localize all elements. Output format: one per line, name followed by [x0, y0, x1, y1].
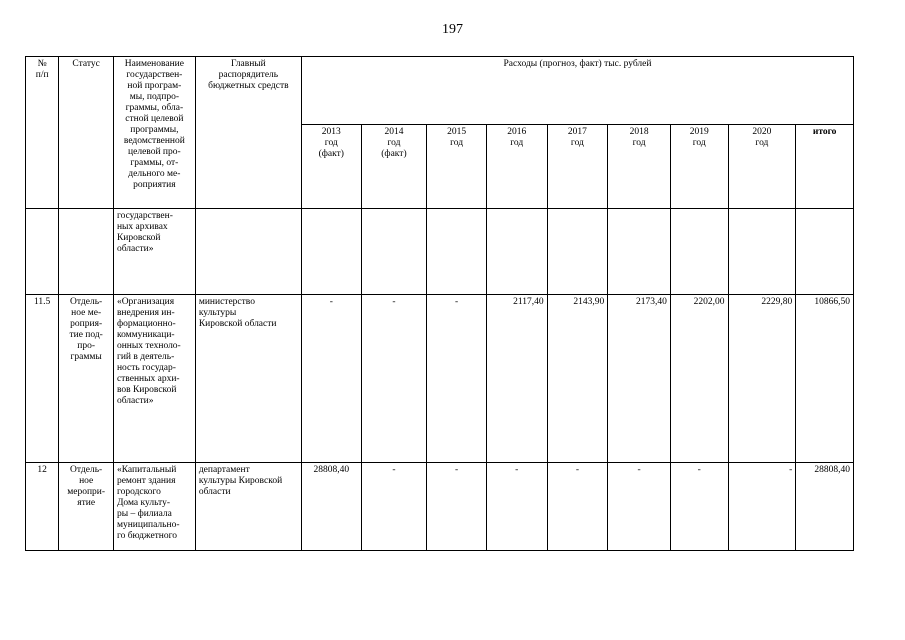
- row-value-2019: -: [670, 463, 728, 551]
- row-value-2020: -: [728, 463, 796, 551]
- header-year-2017: 2017 год: [547, 125, 608, 209]
- row-value-2016: 2117,40: [486, 295, 547, 463]
- row-administrator: департамент культуры Кировской области: [195, 463, 301, 551]
- row-value-total: [796, 209, 854, 295]
- row-administrator: [195, 209, 301, 295]
- row-value-2014: -: [361, 295, 427, 463]
- header-administrator: Главный распорядитель бюджетных средств: [195, 57, 301, 209]
- budget-table: [25, 56, 854, 551]
- row-name: государствен- ных архивах Кировской области»: [113, 209, 195, 295]
- table-row: [26, 463, 854, 551]
- row-value-2019: [670, 209, 728, 295]
- row-value-2015: -: [427, 463, 487, 551]
- row-value-2015: -: [427, 295, 487, 463]
- row-value-2017: [547, 209, 608, 295]
- row-value-2020: 2229,80: [728, 295, 796, 463]
- row-value-2017: -: [547, 463, 608, 551]
- header-year-2019: 2019 год: [670, 125, 728, 209]
- header-num: № п/п: [26, 57, 59, 209]
- page-number: 197: [442, 22, 463, 37]
- row-num: [26, 209, 59, 295]
- row-value-2020: [728, 209, 796, 295]
- row-value-2017: 2143,90: [547, 295, 608, 463]
- header-name: Наименование государствен- ной програм- мы, подпро- граммы, обла- стной целевой программы, ведомственной целевой про- граммы, от- дельного ме- роприятия: [113, 57, 195, 209]
- header-year-2016: 2016 год: [486, 125, 547, 209]
- row-status: [59, 209, 114, 295]
- header-year-2018: 2018 год: [608, 125, 671, 209]
- row-value-2014: [361, 209, 427, 295]
- table-row: [26, 295, 854, 463]
- row-value-2013: 28808,40: [301, 463, 361, 551]
- header-status: Статус: [59, 57, 114, 209]
- row-value-2016: [486, 209, 547, 295]
- row-num: 11.5: [26, 295, 59, 463]
- row-status: Отдель- ное ме- роприя- тие под- про- граммы: [59, 295, 114, 463]
- row-value-2013: [301, 209, 361, 295]
- row-name: «Капитальный ремонт здания городского Дома культу- ры – филиала муниципально- го бюджетного: [113, 463, 195, 551]
- row-value-2013: -: [301, 295, 361, 463]
- row-name: «Организация внедрения ин- формационно- коммуникаци- онных техноло- гий в деятель- ность государ- ственных архи- вов Кировской области»: [113, 295, 195, 463]
- header-year-2013: 2013 год (факт): [301, 125, 361, 209]
- header-year-2015: 2015 год: [427, 125, 487, 209]
- row-value-2018: -: [608, 463, 671, 551]
- row-value-2015: [427, 209, 487, 295]
- header-total: итого: [796, 125, 854, 209]
- row-administrator: министерство культуры Кировской области: [195, 295, 301, 463]
- header-expenses: Расходы (прогноз, факт) тыс. рублей: [301, 57, 853, 125]
- row-value-2019: 2202,00: [670, 295, 728, 463]
- row-value-total: 28808,40: [796, 463, 854, 551]
- row-value-2014: -: [361, 463, 427, 551]
- header-row-top: [26, 57, 854, 125]
- row-status: Отдель- ное меропри- ятие: [59, 463, 114, 551]
- row-value-2016: -: [486, 463, 547, 551]
- header-year-2020: 2020 год: [728, 125, 796, 209]
- row-value-2018: 2173,40: [608, 295, 671, 463]
- table-row: [26, 209, 854, 295]
- header-year-2014: 2014 год (факт): [361, 125, 427, 209]
- row-num: 12: [26, 463, 59, 551]
- row-value-total: 10866,50: [796, 295, 854, 463]
- row-value-2018: [608, 209, 671, 295]
